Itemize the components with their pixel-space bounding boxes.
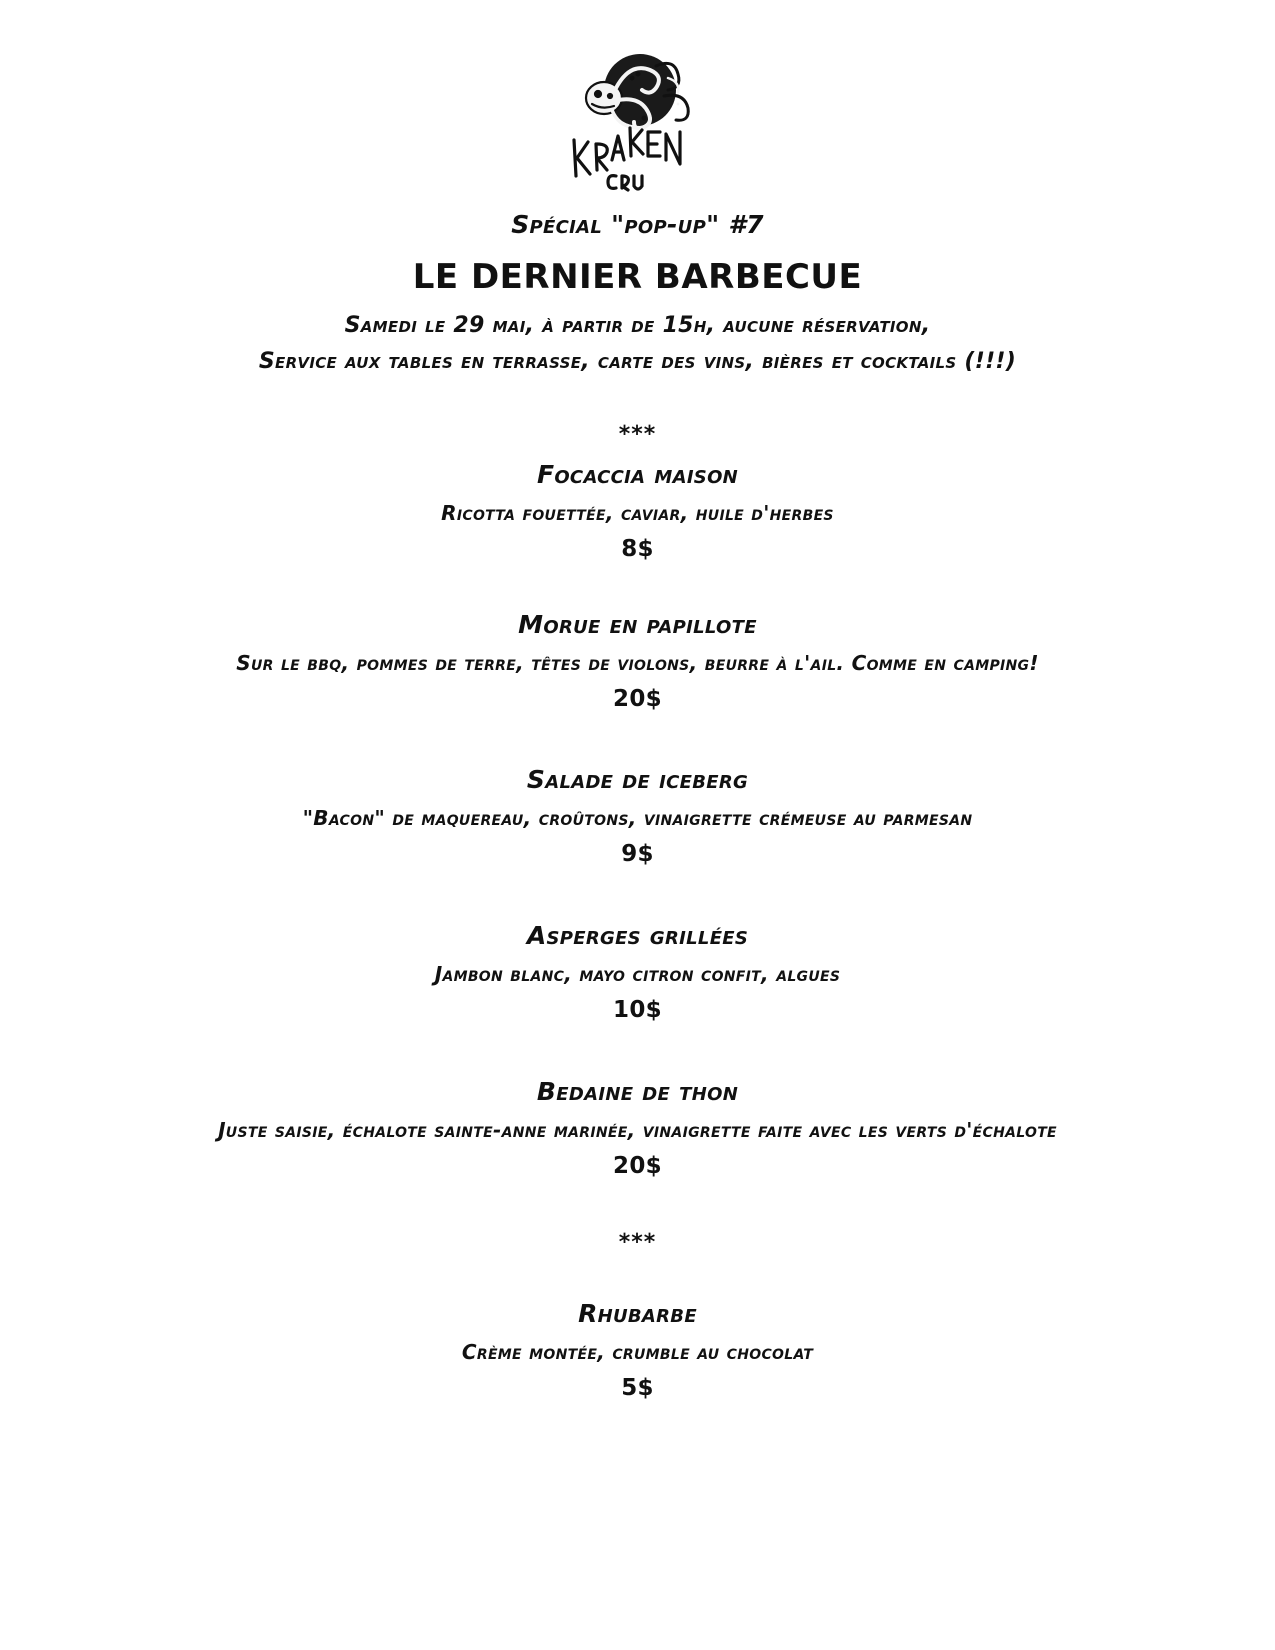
dish-name: Asperges grillées (526, 921, 749, 950)
dish-name: Salade de iceberg (526, 765, 749, 794)
section-separator: *** (618, 422, 657, 447)
dish-name: Bedaine de thon (536, 1077, 739, 1106)
dish-price: 20$ (613, 686, 662, 712)
dish-description: Juste saisie, échalote sainte-anne marinée, vinaigrette faite avec les verts d'échalote (218, 1118, 1057, 1142)
page-title: LE DERNIER BARBECUE (412, 257, 863, 297)
dish-price: 5$ (621, 1375, 654, 1401)
dish-description: Ricotta fouettée, caviar, huile d'herbes (441, 501, 834, 525)
kraken-logo-icon (568, 48, 708, 193)
dish-description: "Bacon" de maquereau, croûtons, vinaigrette crémeuse au parmesan (302, 806, 973, 830)
section-separator: *** (618, 1230, 657, 1255)
event-info-line-1: Samedi le 29 mai, à partir de 15h, aucune réservation, (344, 313, 931, 338)
dish-price: 8$ (621, 536, 654, 562)
dish-name: Focaccia maison (536, 460, 739, 489)
dish-name: Morue en papillote (518, 610, 757, 639)
dish-name: Rhubarbe (578, 1299, 697, 1328)
dish-description: Jambon blanc, mayo citron confit, algues (434, 962, 841, 986)
event-info-line-2: Service aux tables en terrasse, carte des vins, bières et cocktails (!!!) (258, 349, 1017, 374)
popup-subtitle: Spécial "pop-up" #7 (511, 210, 764, 239)
dish-description: Crème montée, crumble au chocolat (461, 1340, 814, 1364)
dish-description: Sur le bbq, pommes de terre, têtes de violons, beurre à l'ail. Comme en camping! (236, 651, 1039, 675)
dish-price: 20$ (613, 1153, 662, 1179)
dish-price: 10$ (613, 997, 662, 1023)
dish-price: 9$ (621, 841, 654, 867)
